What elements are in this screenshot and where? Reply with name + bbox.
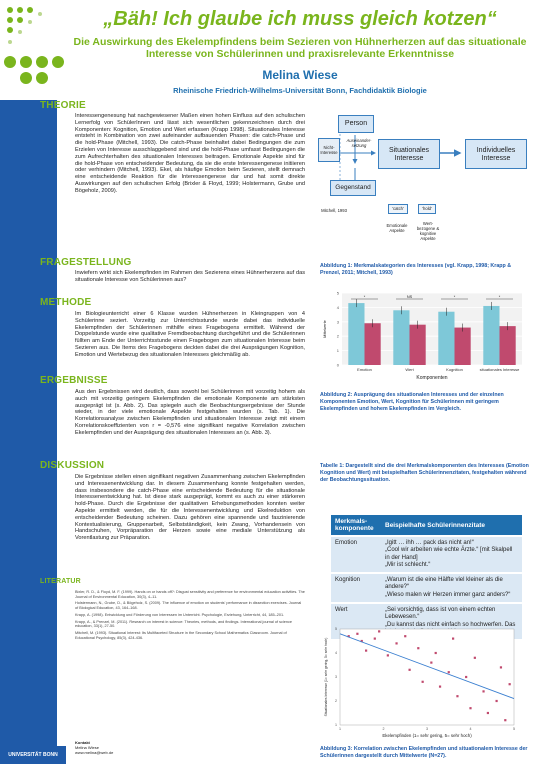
label-mitchell: Mitchell, 1993 — [321, 208, 347, 213]
x-tick-label: 1 — [339, 727, 341, 731]
data-point — [417, 647, 419, 649]
y-tick-label: 0 — [336, 362, 339, 368]
table-header-component: Merkmals-komponente — [331, 515, 381, 536]
quotes-table — [331, 515, 522, 639]
y-tick-label: 4 — [336, 304, 339, 310]
table-cell-component: Emotion — [331, 536, 381, 573]
literature-item: Krapp, A. (1998). Entwicklung und Förderung von Interessen im Unterricht. Psychologie, Erziehung, Unterricht, 44, 185–201. — [75, 612, 285, 617]
x-tick-label: 5 — [513, 727, 515, 731]
box-catch: 'catch' — [388, 204, 408, 214]
table-cell-component: Wert — [331, 603, 381, 639]
theorie-text: Interessengenesung hat nachgewiesener Maßen einen hohen Einfluss auf den schulischen Lernerfolg von SchülerInnen und lässt sich wesentlichen gekennzeichnen durch drei Komponenten: Kognition, Emotion und Wert erfassen (Krapp 1998). Situationales Interesse entsteht in Kombination von zwei aufeinander aufbauenden Phasen: die catch-Phase und die hold-Phase (Mitchell, 1993). Die catch-Phase beinhaltet dabei Bedingungen die zum Erzielen von Interesse ausschlaggebend sind und die hold-Phase umfasst Bedingungen die zum Aufrechterhalten des situationalen Interesses beitragen. Emotionale Aspekte sind für die hold-Phase von entscheidender Bedeutung, da sie die erste Interessengenese initiieren oder verhindern (Mitchell, 1993). Ekel, als häufige Emotion beim Sezieren, stellt demnach eine entscheidende Reaktion für die Interessengenese dar und hat somit direkte Auswirkungen auf den schulischen Erfolg (Brixler & Floyd, 1999; Holstermann, Grube und Bögeholz, 2009). — [75, 113, 305, 194]
x-tick-label: 2 — [382, 727, 385, 731]
sidebar-bar — [0, 100, 57, 752]
data-point — [469, 707, 471, 709]
university-logo: UNIVERSITÄT BONN — [0, 746, 66, 764]
data-point — [448, 671, 450, 673]
scatter-chart — [322, 625, 522, 745]
x-tick-label: 3 — [426, 727, 428, 731]
data-point — [430, 662, 432, 664]
data-point — [395, 642, 397, 644]
data-point — [496, 700, 498, 702]
data-point — [435, 652, 437, 654]
poster-title: „Bäh! Ich glaube ich muss gleich kotzen“ — [103, 8, 497, 30]
data-point — [422, 681, 424, 683]
box-person: Person — [338, 115, 374, 133]
x-tick-label: situationales Interesse — [479, 367, 520, 372]
significance-label: NS — [406, 295, 413, 299]
x-tick-label: Wert — [405, 367, 414, 372]
diskussion-text: Die Ergebnisse stellen einen signifikant negativen Zusammenhang zwischen Ekelempfinden und Interessenentwicklung dar. In diesem Zusammenhang konnte festgehalten werden, dass insbesondere die catch-Phase eine entscheidende Bedeutung für die situationale Interessenentwicklung hat. Ist diese stark ausgeprägt, kommt es auch zu einer stärkeren hold-Phase. Durch die Ergebnisse der qualitativen Erhebungsmethoden konnten weiter Aspekte ermittelt werden, die für die Interessenentwicklung und Ekelreduktion von entscheidender Bedeutung scheinen. Dazu gehören eine spannende und faszinierende Kontextualisierung, Gruppenarbeit, Selbstständigkeit, kein Zwang, Vorhandensein von Handschuhen, Vorpräparation der Herzen sowie eine mediale Unterstützung als Vorentlastung zur Präparation. — [75, 474, 305, 542]
box-hold: 'hold' — [418, 204, 436, 214]
y-tick-label: 1 — [335, 723, 337, 728]
contact-name: Melina Wiese — [75, 745, 100, 750]
table-cell-quotes: „Warum ist die eine Hälfte viel kleiner als die andere?“ „Wieso malen wir Herzen immer ganz anders?“ — [381, 573, 522, 603]
y-axis-label: Situationales Interesse (1= sehr gering, 5= sehr hoch) — [324, 637, 328, 717]
box-gegenstand: Gegenstand — [330, 180, 376, 196]
table-cell-quotes: „Igitt … ihh … pack das nicht an!“ „Cool wir arbeiten wie echte Ärzte.“ [mit Skalpell in der Hand] „Mir ist schlecht.“ — [381, 536, 522, 573]
label-auseinandersetzung: Auseinander- setzung — [346, 138, 372, 148]
x-axis-label: Ekelempfinden (1= sehr gering, 5= sehr hoch) — [382, 733, 472, 738]
data-point — [482, 690, 484, 692]
section-title-methode: METHODE — [40, 297, 92, 308]
table-cell-quotes: „Sei vorsichtig, dass ist von einem echten Lebewesen.“ „Du kannst das nicht einfach so hochwerfen. Das — [381, 603, 522, 639]
contact-block — [75, 740, 113, 755]
bar — [393, 310, 409, 365]
section-title-theorie: THEORIE — [40, 100, 86, 111]
y-tick-label: 3 — [335, 675, 337, 680]
table-header-row — [331, 515, 522, 536]
y-tick-label: 5 — [335, 627, 337, 632]
y-axis-label: Mittelwerte — [323, 320, 327, 338]
table-row — [331, 573, 522, 603]
data-point — [378, 630, 380, 632]
y-tick-label: 1 — [336, 348, 339, 354]
data-point — [474, 657, 476, 659]
y-tick-label: 2 — [336, 333, 339, 339]
caption-abb3: Abbildung 3: Korrelation zwischen Ekelempfinden und situationalem Interesse der Schülerinnen dargestellt durch Mittelwerte (N=27). — [320, 746, 528, 759]
data-point — [456, 695, 458, 697]
data-point — [387, 654, 389, 656]
label-emotionale-aspekte: Emotionale Aspekte — [386, 223, 408, 233]
bar-chart — [320, 285, 530, 390]
literature-list — [75, 590, 305, 640]
x-tick-label: Emotion — [357, 367, 372, 372]
significance-label: * — [453, 295, 456, 299]
data-point — [509, 683, 511, 685]
institute-logo — [0, 0, 70, 110]
data-point — [465, 676, 467, 678]
fragestellung-text: Inwiefern wirkt sich Ekelempfinden im Rahmen des Sezierens eines Hühnerherzens auf das situationale Interesse von Schülerinnen aus? — [75, 270, 305, 283]
data-point — [487, 712, 489, 714]
data-point — [374, 638, 376, 640]
data-point — [365, 650, 367, 652]
y-tick-label: 5 — [336, 290, 339, 296]
contact-label: Kontakt — [75, 740, 90, 745]
x-axis-label: Komponenten — [416, 375, 448, 381]
label-wert-aspekte: Wert- bezogene & kognitive Aspekte — [416, 221, 440, 241]
y-tick-label: 2 — [335, 699, 337, 704]
bar — [483, 306, 499, 365]
methode-text: Im Biologieunterricht einer 6 Klasse wurden Hühnerherzen in Kleingruppen von 4 Schülerinne seziert. Vorzeitig zur Unterrichtsstunde wurde dabei das individuelle Ekelempfinden der Schülerinnen mithilfe eines Fragebogens ermittelt. Während der Doppelstunde wurde eine qualitative Fremdbeobachtung durchgeführt und die Schülerinnen füllten am Ende der Unterrichtsstunde einen Fragebogen zum situationalen Interesse beim Sezieren aus. Die Items des Fragebogens deckten dabei die drei Ausprägungen Kognition, Emotion und Wertebezug des situationalen Interesses gleichmäßig ab. — [75, 311, 305, 358]
section-title-literatur: LITERATUR — [40, 578, 81, 585]
data-point — [439, 686, 441, 688]
table-header-quotes: Beispielhafte Schülerinnenzitate — [381, 515, 522, 536]
box-situationales-interesse: Situationales Interesse — [378, 139, 440, 169]
significance-label: * — [363, 295, 366, 299]
y-tick-label: 3 — [336, 319, 339, 325]
table-row — [331, 536, 522, 573]
poster-subtitle: Die Auswirkung des Ekelempfindens beim Sezieren von Hühnerherzen auf das situationale Interesse von Schülerinnen und praxisrelevante Erkenntnisse — [73, 36, 527, 60]
table-cell-component: Kognition — [331, 573, 381, 603]
section-title-diskussion: DISKUSSION — [40, 460, 105, 471]
data-point — [504, 719, 506, 721]
data-point — [452, 638, 454, 640]
x-tick-label: Kognition — [446, 367, 463, 372]
bar — [348, 303, 364, 365]
x-tick-label: 4 — [469, 727, 472, 731]
bar — [500, 326, 516, 365]
data-point — [404, 635, 406, 637]
data-point — [409, 669, 411, 671]
affiliation: Rheinische Friedrich-Wilhelms-Universität Bonn, Fachdidaktik Biologie — [173, 86, 427, 95]
box-individuelles-interesse: Individuelles Interesse — [465, 139, 527, 169]
interest-model-diagram — [320, 108, 530, 258]
section-title-ergebnisse: ERGEBNISSE — [40, 375, 108, 386]
literature-item: Bixler, R. D., & Floyd, M. F. (1999). Hands on or hands off?: Disgust sensitivity and preference for environmental education activities. The Journal of Environmental Education, 30(3), 4–11. — [75, 590, 305, 599]
bar — [455, 328, 471, 365]
ergebnisse-text: Aus den Ergebnissen wird deutlich, dass sowohl bei Schülerinnen mit vorzeitig hohem als auch mit vorzeitig geringem Ekelempfinden die emotionale Komponente am stärksten ausgeprägt ist (s. Abb. 2). Das spiegeln auch die Beobachtungsergebnisse der Stunde wieder, in der viele emotionale Aspekte festgehalten wurden (s. Tab. 1). Die Korrelationsanalyse zwischen Ekelempfinden und situationalen Interesse zeigt mit einem Korrelationskoeffizienten von r = -0,576 eine signifikant negative Korrelation zwischen Ekelempfinden und der Ausprägung des situationalen Interesses an (s. Abb. 3). — [75, 389, 305, 436]
bar — [410, 325, 426, 365]
data-point — [500, 666, 502, 668]
caption-abb1: Abbildung 1: Merkmalskategorien des Interesses (vgl. Krapp, 1998; Krapp & Prenzel, 2011; Mitchell, 1993) — [320, 263, 512, 276]
data-point — [356, 633, 358, 635]
literature-item: Holstermann, N., Grube, D., & Bögeholz, S. (2009). The influence of emotion on students' performance in dissection exercises. Journal of Biological Education, 43, 164–168. — [75, 601, 302, 611]
literature-item: Mitchell, M. (1993). Situational Interest: Its Multifaceted Structure in the Secondary School Mathematics Classroom. Journal of Educational Psychology, 85(3), 424-436. — [75, 630, 287, 640]
y-tick-label: 4 — [335, 651, 337, 656]
caption-abb2: Abbildung 2: Ausprägung des situationalen Interesses und der einzelnen Komponenten Emotion, Wert, Kognition für Schülerinnen mit geringem Ekelempfinden und hohem Ekelempfinden im Vergleich. — [320, 392, 504, 412]
literature-item: Krapp, A., & Prenzel, M. (2011). Research on interest in science: Theories, methods, and findings. International journal of science education, 33(1), 27-50. — [75, 619, 293, 629]
section-title-fragestellung: FRAGESTELLUNG — [40, 257, 132, 268]
significance-label: * — [498, 295, 501, 299]
bar — [438, 312, 454, 365]
author-name: Melina Wiese — [262, 68, 338, 82]
caption-tab1: Tabelle 1: Dargestellt sind die drei Merkmalskomponenten des Interesses (Emotion Kognition und Wert) mit beispielhaften Schülerinnenzitaten, festgehalten während der Beobachtungssituation. — [320, 463, 529, 483]
box-nicht-interesse: Nicht- Interesse — [318, 138, 340, 162]
bar — [365, 323, 381, 365]
contact-mail[interactable]: www.melina@web.de — [75, 750, 114, 755]
